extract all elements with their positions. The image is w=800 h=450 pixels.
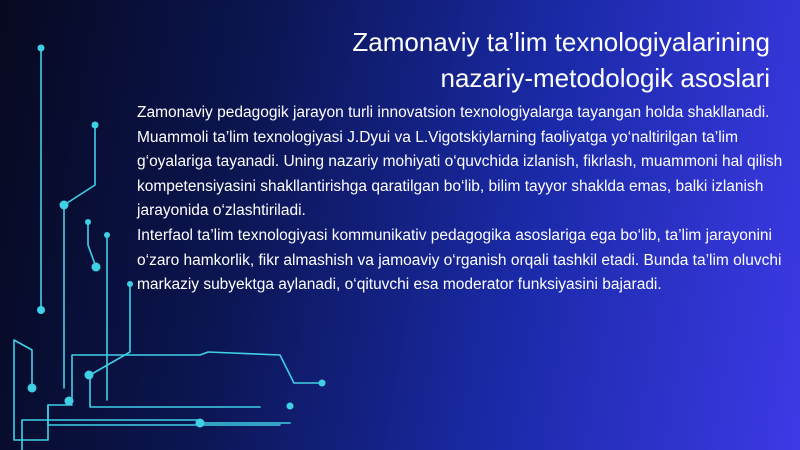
slide-body bbox=[137, 101, 789, 298]
slide-title bbox=[250, 24, 770, 96]
title-line-2: nazariy-metodologik asoslari bbox=[440, 63, 770, 93]
title-line-1: Zamonaviy ta’lim texnologiyalarining bbox=[352, 27, 770, 57]
paragraph-1: Zamonaviy pedagogik jarayon turli innovatsion texnologiyalarga tayangan holda shakllanadi. Muammoli ta’lim texnologiyasi J.Dyui va L.Vigotskiylarning faoliyatga yo‘naltirilgan ta’lim g‘oyalariga tayanadi. Uning nazariy mohiyati o‘quvchida izlanish, fikrlash, muammoni hal qilish kompetensiyasini shakllantirishga qaratilgan bo‘lib, bilim tayyor shaklda emas, balki izlanish jarayonida o‘zlashtiriladi. bbox=[137, 104, 783, 220]
paragraph-2: Interfaol ta’lim texnologiyasi kommunikativ pedagogika asoslariga ega bo‘lib, ta’lim jarayonini o‘zaro hamkorlik, fikr almashish va jamoaviy o‘rganish orqali tashkil etadi. Bunda ta’lim oluvchi markaziy subyektga aylanadi, o‘qituvchi esa moderator funksiyasini bajaradi. bbox=[137, 226, 782, 294]
